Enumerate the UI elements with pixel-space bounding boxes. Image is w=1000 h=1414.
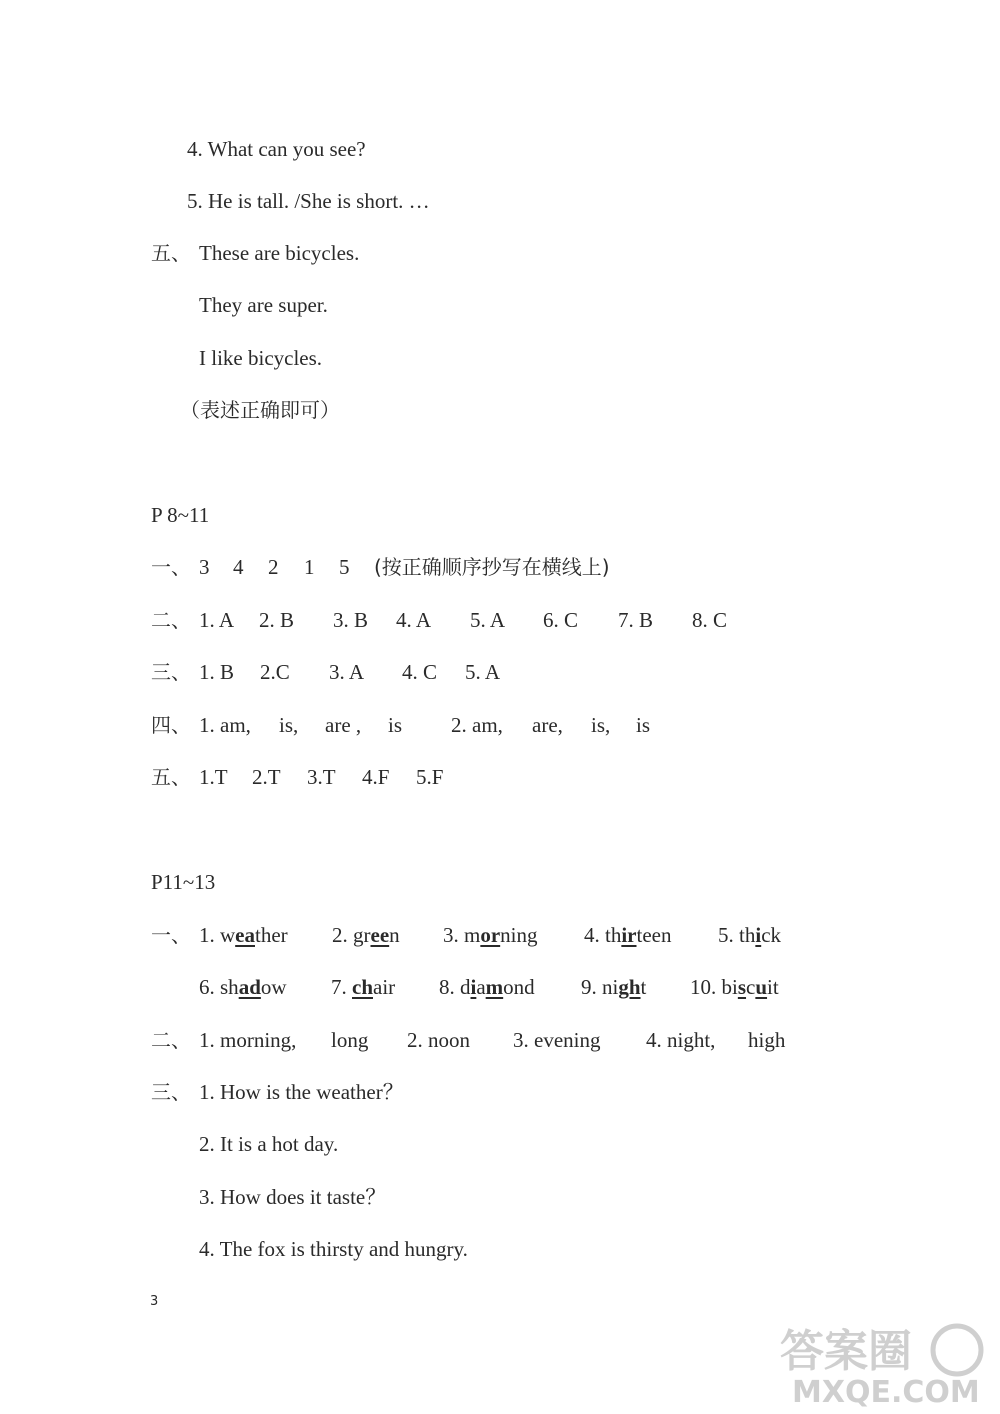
word-item: 9. night (581, 975, 647, 999)
answer-item: 1. morning, (199, 1028, 297, 1052)
answer-item: 5. A (470, 608, 506, 632)
answer-item: 2 (268, 555, 279, 579)
answer-item: 1. A (199, 608, 235, 632)
answer-item: 5.F (416, 765, 444, 789)
answer-item: 4. A (396, 608, 432, 632)
answer-item: is, (279, 713, 299, 737)
word-item: 8. diamond (439, 975, 535, 999)
answer-line: 2. It is a hot day. (199, 1132, 339, 1156)
answer-item: 2. noon (407, 1028, 470, 1052)
answer-item: 4.F (362, 765, 390, 789)
answer-line: I like bicycles. (199, 346, 323, 370)
answer-item: 2.C (260, 660, 290, 684)
answer-item: 2.T (252, 765, 281, 789)
answer-item: 1. B (199, 660, 235, 684)
answer-item: 4. night, (646, 1028, 716, 1052)
section-marker: 三、 (151, 660, 191, 684)
answer-item: 5 (339, 555, 350, 579)
section-marker: 五、 (151, 765, 191, 789)
word-item: 1. weather (199, 923, 288, 947)
section-marker: 五、 (151, 241, 191, 265)
section-marker: 二、 (151, 608, 191, 632)
word-item: 4. thirteen (584, 923, 672, 947)
answer-item: 5. A (465, 660, 501, 684)
answer-note: (按正确顺序抄写在横线上) (374, 555, 610, 579)
watermark-graphic (772, 1308, 992, 1408)
word-item: 10. biscuit (690, 975, 779, 999)
answer-line: 3. How does it taste？ (199, 1185, 387, 1209)
answer-item: 3. A (329, 660, 365, 684)
section-heading: P 8~11 (151, 503, 210, 527)
answer-item: 3 (199, 555, 210, 579)
answer-item: 1.T (199, 765, 228, 789)
answer-line: These are bicycles. (199, 241, 360, 265)
section-heading: P11~13 (151, 870, 216, 894)
answer-line: 1. How is the weather？ (199, 1080, 404, 1104)
word-item: 3. morning (443, 923, 538, 947)
answer-item: 4 (233, 555, 244, 579)
answer-item: 4. C (402, 660, 438, 684)
section-marker: 二、 (151, 1028, 191, 1052)
word-item: 6. shadow (199, 975, 287, 999)
answer-line: They are super. (199, 293, 328, 317)
answer-item: is (388, 713, 403, 737)
answer-item: is (636, 713, 651, 737)
answer-item: 3. B (333, 608, 369, 632)
answer-item: long (331, 1028, 369, 1052)
answer-item: 7. B (618, 608, 654, 632)
word-item: 7. chair (331, 975, 396, 999)
svg-text:答案圈: 答案圈 (780, 1326, 912, 1377)
page-number: 3 (150, 1294, 159, 1309)
answer-item: 2. am, (451, 713, 503, 737)
answer-item: is, (591, 713, 611, 737)
answer-item: 8. C (692, 608, 728, 632)
answer-item: 3.T (307, 765, 336, 789)
answer-item: 6. C (543, 608, 579, 632)
answer-item: 1. am, (199, 713, 251, 737)
svg-text:MXQE.COM: MXQE.COM (792, 1375, 980, 1408)
answer-line: 5. He is tall. /She is short. … (187, 189, 430, 213)
answer-line: 4. The fox is thirsty and hungry. (199, 1237, 468, 1261)
section-marker: 三、 (151, 1080, 191, 1104)
answer-item: high (748, 1028, 786, 1052)
answer-line: 4. What can you see? (187, 137, 366, 161)
watermark-logo (772, 1308, 992, 1408)
section-marker: 一、 (151, 923, 191, 947)
section-marker: 四、 (151, 713, 191, 737)
answer-note: （表述正确即可） (180, 398, 340, 422)
word-item: 5. thick (718, 923, 782, 947)
section-marker: 一、 (151, 555, 191, 579)
answer-item: are , (325, 713, 362, 737)
answer-item: 3. evening (513, 1028, 601, 1052)
answer-item: 1 (304, 555, 315, 579)
answer-item: 2. B (259, 608, 295, 632)
word-item: 2. green (332, 923, 400, 947)
answer-item: are, (532, 713, 563, 737)
